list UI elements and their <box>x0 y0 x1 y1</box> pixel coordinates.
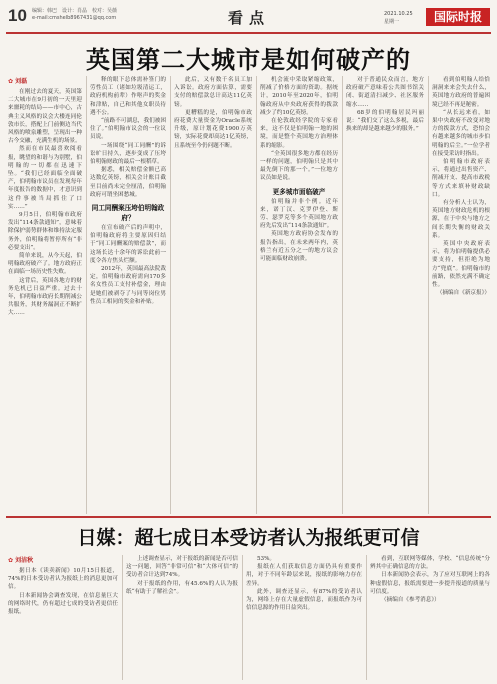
column-divider <box>366 555 367 680</box>
paragraph: 日本新闻协会表示，为了应对互联网上的各种虚假信息，报纸需要进一步提升报道的质量与可信度。 <box>370 572 490 595</box>
article2-column-3 <box>246 555 362 680</box>
article1-source: （摘编自《新京报》） <box>436 290 490 297</box>
paragraph: 报纸在人们获取信息方面仍具有重要作用，对于不同年龄层来说，报纸的影响力存在差异。 <box>246 564 362 587</box>
column-divider <box>170 76 171 514</box>
editor-credits: 编辑：韩巴 设计：肖晶 校对：吴薇 e-mail:cmshelb8967431@qq.com <box>32 8 118 21</box>
paragraph: 看到伯明翰人给恰洞洞来来会失去什么，英国地方政府的普遍困境已经不再是秘密。 <box>432 77 490 108</box>
article-separator <box>6 516 491 518</box>
article1-column-4 <box>260 76 338 514</box>
column-divider <box>256 76 257 514</box>
paragraph: （摘编自《参考消息》） <box>381 597 440 604</box>
paragraph: 英国地方政府协会发布的报告指出，在未来两年内，英格兰有近五分之一的地方议会可能面临财政崩溃。 <box>260 231 338 263</box>
byline-marker-icon: ✿ <box>8 557 14 564</box>
article1-subheading-2: 更多城市面临破产 <box>272 187 326 196</box>
article1-subheading-1: 同工同酬案压垮伯明翰政府？ <box>91 204 165 223</box>
issue-date: 2021.10.25 星期一 <box>384 11 413 25</box>
column-divider <box>122 555 123 680</box>
paragraph: 53%。 <box>257 556 276 562</box>
article1-column-1 <box>8 76 82 514</box>
article1-headline: 英国第二大城市是如何破产的 <box>86 46 411 74</box>
paragraph: 68岁的伯明翰居民玛丽说：“我们交了这么多税，最后换来的却是越来越少的服务。” <box>346 109 424 133</box>
paragraph: 然而在市民最喜欢阅看报，眺望的和谐与为别墅，伯明翰的一切都在迅速下坠。“我们已经面临全面破产，伯明翰市议员在发现每年年度报告的数据中，才意识到这件事被当局抓住了口实……” <box>8 146 82 210</box>
paragraph: 对于普通民众而言，地方政府破产意味着公共图书馆关闭、街道清扫减少、社区服务缩水…… <box>346 77 424 108</box>
paragraph: 上述调查显示，对于报纸的新闻是否可信这一问题，回答“非常可信”和“大体可信”的受访者合计达到74%。 <box>126 556 238 579</box>
column-divider <box>342 76 343 514</box>
paragraph: 这背后，英国各地方的财务危机已日益严重。过去十年，伯明翰市政府长期削减公共服务，其财务漏洞正不断扩大…… <box>8 277 82 317</box>
paragraph: “前路不可湖息，我们被困住了。”伯明翰市议会的一位议员说。 <box>90 118 166 141</box>
paragraph: 据悉，相关赔偿金额已高达数亿英镑，相关会计账目截至目前尚未完全厘清，伯明翰政府可谓坐困愁城。 <box>90 167 166 198</box>
article2-column-1 <box>8 555 118 680</box>
paragraph: 看到，互联网等媒体，学校、“信息传统”分辨其中正确信息的方法。 <box>370 556 490 571</box>
article2-column-4 <box>370 555 490 680</box>
paragraph: “全英国很多地方都在经历一样的问题，伯明翰只是其中最先倒下的那一个。”一位地方议员如是说。 <box>260 150 338 182</box>
article2-headline: 日媒：超七成日本受访者认为报纸更可信 <box>77 527 420 549</box>
page-header <box>6 4 491 34</box>
paragraph: 有分析人士认为，英国地方财政危机的根源，在于中央与地方之间长期失衡的财政关系。 <box>432 200 490 239</box>
paragraph: 英国中央政府表示，将为伯明翰提供必要支持，但拒绝为地方“兜底”。伯明翰市的前路，依然充满不确定性。 <box>432 241 490 289</box>
paragraph: 伯明翰并非个例。近年来，诺丁汉、克罗伊登、斯劳、瑟罗克等多个英国地方政府先后发出“114条款通知”。 <box>260 198 338 230</box>
paragraph: 此后，又有数千名员工加入诉讼。政府方面估算，需要支付的赔偿款总计高达11亿英镑。 <box>174 77 252 108</box>
article2-column-2 <box>126 555 238 680</box>
paragraph: 伯明翰市政府表示，将通过出售资产、削减开支、提高市政税等方式来填补财政缺口。 <box>432 159 490 198</box>
column-divider <box>242 555 243 680</box>
column-divider <box>428 76 429 514</box>
section-title: 看点 <box>228 11 271 27</box>
byline-author: 刘洁秋 <box>15 557 34 564</box>
paragraph: 9月5日，伯明翰市政府发出“114条款通知”，意味着除保护弱势群体和维持法定服务外，伯明翰将暂停所有“非必要支出”。 <box>8 212 82 251</box>
article2-byline <box>8 555 118 564</box>
paragraph: 日本新闻协会调查发现，在信息量巨大的网络时代，仍有超过七成的受访者更信任报纸。 <box>8 592 118 616</box>
page-number: 10 <box>8 6 27 25</box>
paragraph: 在伦敦政经学院的专家看来，这不仅是伯明翰一地的困境，而是整个英国地方治理体系的缩影。 <box>260 118 338 149</box>
paragraph: 简单来说，从今天起，伯明翰政府破产了。地方政府正在面临一场历史性失败。 <box>8 253 82 276</box>
column-divider <box>86 76 87 514</box>
article1-column-5 <box>346 76 424 514</box>
paragraph: 此外，调查还显示，有87%的受访者认为，网络上存在大量虚假信息，而报纸作为可信信息源的作用日益突出。 <box>246 588 362 612</box>
paragraph: 机会流中采取紧缩政策，削减了价格方面的资助。据统计，2010年至2020年，伯明翰政府从中央政府获得的拨款减少了约10亿英镑。 <box>260 77 338 116</box>
paragraph: 2012年，英国最高法院裁定，伯明翰市政府需向170多名女性员工支付补偿金，理由是她们被剥夺了与同等岗位男性员工相同的奖金和补贴。 <box>90 266 166 305</box>
masthead-logo: 国际时报 <box>426 8 490 26</box>
article1-column-3 <box>174 76 252 514</box>
paragraph: 一场围绕“同工同酬”的诉讼旷日持久，逐步变成了压垮伯明翰财政的最后一根稻草。 <box>90 142 166 166</box>
article1-column-2 <box>90 76 166 514</box>
paragraph: 对于报纸的作用，有45.6%的人认为报纸“有助于了解社会”。 <box>126 580 238 595</box>
byline-author: 刘磊 <box>15 78 28 85</box>
byline-marker-icon: ✿ <box>8 78 14 85</box>
paragraph: 更糟糕的是，伯明翰市政府花费大量资金为Oracle系统升级，原计划花费1900万英镑，实际花费却高达1亿英镑，且系统至今仍问题不断。 <box>174 109 252 149</box>
paragraph: 在宣布破产后的声明中，伯明翰政府将主要原因归结于“同工同酬案的赔偿款”，而这场长达十余年的诉讼此前一度令各方焦头烂额。 <box>90 225 166 264</box>
paragraph: 释的眼下总体需补签门的劳性员工（诸如垃圾清运工，政府机构前辈）作呕声的奖金和津贴，自己和其他女职员待遇不公。 <box>90 77 166 116</box>
article1-byline <box>8 76 82 85</box>
article1-column-6 <box>432 76 490 514</box>
paragraph: “从长远来看，如果中央政府不改变对地方的拨款方式，恐怕会有越来越多的城市步伯明翰的后尘。”一位学者在接受采访时指出。 <box>432 109 490 157</box>
paragraph: 在刚过去的夏天，英国第二大城市在9月初的一天里迎来噩耗的结局——市中心，古典主义风格的议会大楼连同伦敦市长，搭配上门前侧边当代风格的喷泉雕塑，呈现出一种古今交融，充满生机的场景。 <box>8 89 82 145</box>
paragraph: 据日本《读卖新闻》10月15日报道，74%的日本受访者认为报纸上的消息更加可信。 <box>8 568 118 591</box>
